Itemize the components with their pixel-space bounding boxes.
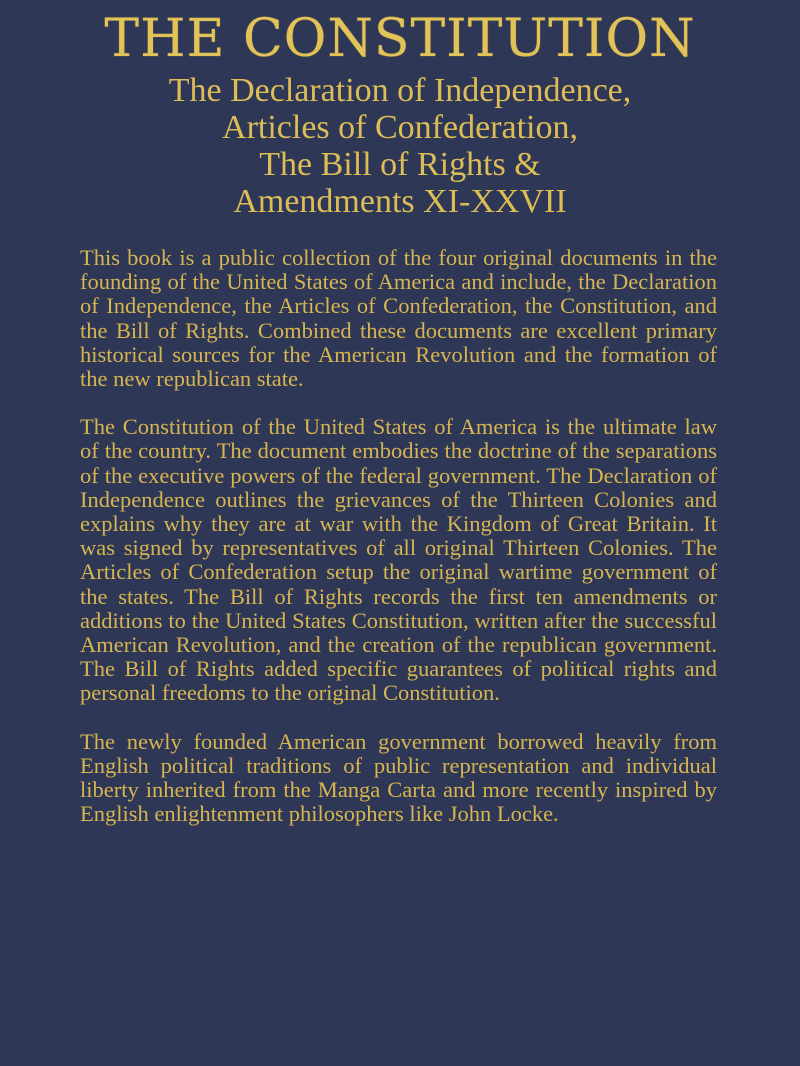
subtitle-line: Amendments XI-XXVII	[233, 183, 567, 220]
book-title: THE CONSTITUTION	[104, 9, 696, 69]
subtitle-line: The Declaration of Independence,	[168, 72, 632, 109]
description-paragraph: This book is a public collection of the four original documents in the founding of the United States of America and include, the Declaration of Independence, the Articles of Confederation, the Constitution, and the Bill of Rights. Combined these documents are excellent primary historical sources for the American Revolution and the formation of the new republican state.	[80, 245, 717, 392]
title-block	[0, 10, 800, 220]
description-paragraph: The newly founded American government borrowed heavily from English political traditions of public representation and individual liberty inherited from the Manga Carta and more recently inspired by English enlightenment philosophers like John Locke.	[80, 728, 717, 827]
subtitle-line: Articles of Confederation,	[222, 109, 578, 146]
description-paragraph: The Constitution of the United States of America is the ultimate law of the country. The document embodies the doctrine of the separations of the executive powers of the federal government. The Declaration of Independence outlines the grievances of the Thirteen Colonies and explains why they are at war with the Kingdom of Great Britain. It was signed by representatives of all original Thirteen Colonies. The Articles of Confederation setup the original wartime government of the states. The Bill of Rights records the first ten amendments or additions to the United States Constitution, written after the successful American Revolution, and the creation of the republican government. The Bill of Rights added specific guarantees of political rights and personal freedoms to the original Constitution.	[80, 414, 717, 706]
subtitle-line: The Bill of Rights &	[259, 146, 541, 183]
description-body	[0, 246, 800, 826]
book-subtitle	[0, 72, 800, 220]
